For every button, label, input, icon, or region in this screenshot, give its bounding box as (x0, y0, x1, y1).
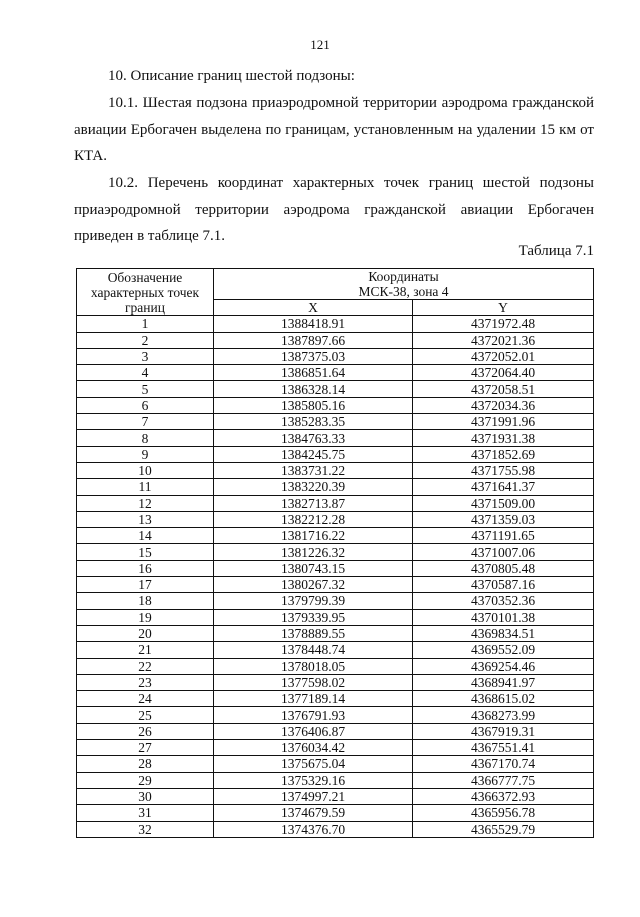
table-row (77, 462, 594, 478)
header-coordinates-title: Координаты (368, 269, 439, 284)
x-coordinate-cell: 1379339.95 (214, 609, 413, 625)
x-coordinate-cell: 1380743.15 (214, 560, 413, 576)
table-row (77, 593, 594, 609)
y-coordinate-cell: 4366777.75 (413, 772, 594, 788)
point-number-cell: 22 (77, 658, 214, 674)
y-coordinate-cell: 4371931.38 (413, 430, 594, 446)
table-row (77, 821, 594, 837)
y-coordinate-cell: 4370805.48 (413, 560, 594, 576)
x-coordinate-cell: 1374679.59 (214, 805, 413, 821)
point-number-cell: 26 (77, 723, 214, 739)
x-coordinate-cell: 1374997.21 (214, 788, 413, 804)
point-number-cell: 1 (77, 316, 214, 332)
section-heading: 10. Описание границ шестой подзоны: (108, 68, 355, 84)
x-coordinate-cell: 1376791.93 (214, 707, 413, 723)
point-number-cell: 25 (77, 707, 214, 723)
y-coordinate-cell: 4367919.31 (413, 723, 594, 739)
y-coordinate-cell: 4372052.01 (413, 348, 594, 364)
table-row (77, 397, 594, 413)
x-coordinate-cell: 1378448.74 (214, 642, 413, 658)
x-coordinate-cell: 1380267.32 (214, 577, 413, 593)
x-coordinate-cell: 1382713.87 (214, 495, 413, 511)
x-coordinate-cell: 1377189.14 (214, 691, 413, 707)
y-coordinate-cell: 4370101.38 (413, 609, 594, 625)
y-coordinate-cell: 4365529.79 (413, 821, 594, 837)
coordinates-table (76, 268, 594, 838)
y-coordinate-cell: 4371191.65 (413, 528, 594, 544)
point-number-cell: 23 (77, 674, 214, 690)
table-row (77, 316, 594, 332)
x-coordinate-cell: 1384763.33 (214, 430, 413, 446)
header-coordinate-system: МСК-38, зона 4 (358, 284, 449, 299)
header-coordinates (214, 269, 594, 300)
point-number-cell: 15 (77, 544, 214, 560)
x-coordinate-cell: 1386851.64 (214, 365, 413, 381)
x-coordinate-cell: 1376406.87 (214, 723, 413, 739)
paragraph-10-1: 10.1. Шестая подзона приаэродромной территории аэродрома гражданской авиации Ербогачен выделена по границам, установленным на удалении 15 км от КТА. (74, 95, 594, 164)
table-row (77, 772, 594, 788)
table-row (77, 723, 594, 739)
point-number-cell: 24 (77, 691, 214, 707)
table-row (77, 479, 594, 495)
y-coordinate-cell: 4368615.02 (413, 691, 594, 707)
table-row (77, 544, 594, 560)
y-coordinate-cell: 4370587.16 (413, 577, 594, 593)
x-coordinate-cell: 1386328.14 (214, 381, 413, 397)
table-row (77, 788, 594, 804)
x-coordinate-cell: 1377598.02 (214, 674, 413, 690)
point-number-cell: 13 (77, 511, 214, 527)
x-coordinate-cell: 1378018.05 (214, 658, 413, 674)
point-number-cell: 6 (77, 397, 214, 413)
y-coordinate-cell: 4368273.99 (413, 707, 594, 723)
y-coordinate-cell: 4368941.97 (413, 674, 594, 690)
table-row (77, 381, 594, 397)
table-row (77, 528, 594, 544)
table-row (77, 707, 594, 723)
table-row (77, 414, 594, 430)
table-row (77, 805, 594, 821)
y-coordinate-cell: 4369552.09 (413, 642, 594, 658)
x-coordinate-cell: 1383731.22 (214, 462, 413, 478)
table-row (77, 495, 594, 511)
point-number-cell: 16 (77, 560, 214, 576)
x-coordinate-cell: 1376034.42 (214, 740, 413, 756)
x-coordinate-cell: 1375675.04 (214, 756, 413, 772)
header-y: Y (413, 300, 594, 316)
table-row (77, 609, 594, 625)
table-row (77, 642, 594, 658)
table-row (77, 577, 594, 593)
table-body (77, 316, 594, 838)
x-coordinate-cell: 1378889.55 (214, 625, 413, 641)
point-number-cell: 32 (77, 821, 214, 837)
x-coordinate-cell: 1382212.28 (214, 511, 413, 527)
table-header-row (77, 269, 594, 300)
point-number-cell: 27 (77, 740, 214, 756)
y-coordinate-cell: 4366372.93 (413, 788, 594, 804)
point-number-cell: 2 (77, 332, 214, 348)
page-number: 121 (310, 37, 330, 52)
table-caption: Таблица 7.1 (518, 243, 594, 259)
point-number-cell: 3 (77, 348, 214, 364)
y-coordinate-cell: 4372058.51 (413, 381, 594, 397)
point-number-cell: 4 (77, 365, 214, 381)
x-coordinate-cell: 1385283.35 (214, 414, 413, 430)
y-coordinate-cell: 4372021.36 (413, 332, 594, 348)
point-number-cell: 19 (77, 609, 214, 625)
y-coordinate-cell: 4371641.37 (413, 479, 594, 495)
point-number-cell: 10 (77, 462, 214, 478)
x-coordinate-cell: 1384245.75 (214, 446, 413, 462)
y-coordinate-cell: 4371509.00 (413, 495, 594, 511)
paragraph-10-2: 10.2. Перечень координат характерных точек границ шестой подзоны приаэродромной территории аэродрома гражданской авиации Ербогачен приведен в таблице 7.1. (74, 175, 594, 244)
point-number-cell: 29 (77, 772, 214, 788)
point-number-cell: 14 (77, 528, 214, 544)
table-row (77, 365, 594, 381)
y-coordinate-cell: 4371359.03 (413, 511, 594, 527)
table-row (77, 625, 594, 641)
point-number-cell: 21 (77, 642, 214, 658)
table-row (77, 674, 594, 690)
table-row (77, 430, 594, 446)
y-coordinate-cell: 4371755.98 (413, 462, 594, 478)
point-number-cell: 28 (77, 756, 214, 772)
y-coordinate-cell: 4369254.46 (413, 658, 594, 674)
table-row (77, 740, 594, 756)
y-coordinate-cell: 4372034.36 (413, 397, 594, 413)
point-number-cell: 30 (77, 788, 214, 804)
y-coordinate-cell: 4372064.40 (413, 365, 594, 381)
y-coordinate-cell: 4367551.41 (413, 740, 594, 756)
point-number-cell: 31 (77, 805, 214, 821)
point-number-cell: 9 (77, 446, 214, 462)
header-designation: Обозначение характерных точек границ (77, 269, 214, 316)
y-coordinate-cell: 4371991.96 (413, 414, 594, 430)
table-row (77, 332, 594, 348)
y-coordinate-cell: 4367170.74 (413, 756, 594, 772)
table-row (77, 756, 594, 772)
table-row (77, 691, 594, 707)
point-number-cell: 11 (77, 479, 214, 495)
y-coordinate-cell: 4371852.69 (413, 446, 594, 462)
x-coordinate-cell: 1387897.66 (214, 332, 413, 348)
x-coordinate-cell: 1387375.03 (214, 348, 413, 364)
table-row (77, 511, 594, 527)
x-coordinate-cell: 1375329.16 (214, 772, 413, 788)
y-coordinate-cell: 4371972.48 (413, 316, 594, 332)
x-coordinate-cell: 1388418.91 (214, 316, 413, 332)
point-number-cell: 17 (77, 577, 214, 593)
table-row (77, 658, 594, 674)
point-number-cell: 12 (77, 495, 214, 511)
y-coordinate-cell: 4371007.06 (413, 544, 594, 560)
header-x: X (214, 300, 413, 316)
point-number-cell: 5 (77, 381, 214, 397)
x-coordinate-cell: 1374376.70 (214, 821, 413, 837)
x-coordinate-cell: 1385805.16 (214, 397, 413, 413)
point-number-cell: 20 (77, 625, 214, 641)
table-row (77, 348, 594, 364)
point-number-cell: 18 (77, 593, 214, 609)
x-coordinate-cell: 1381226.32 (214, 544, 413, 560)
y-coordinate-cell: 4370352.36 (413, 593, 594, 609)
x-coordinate-cell: 1383220.39 (214, 479, 413, 495)
table-row (77, 560, 594, 576)
table-row (77, 446, 594, 462)
y-coordinate-cell: 4369834.51 (413, 625, 594, 641)
point-number-cell: 8 (77, 430, 214, 446)
x-coordinate-cell: 1379799.39 (214, 593, 413, 609)
point-number-cell: 7 (77, 414, 214, 430)
y-coordinate-cell: 4365956.78 (413, 805, 594, 821)
x-coordinate-cell: 1381716.22 (214, 528, 413, 544)
